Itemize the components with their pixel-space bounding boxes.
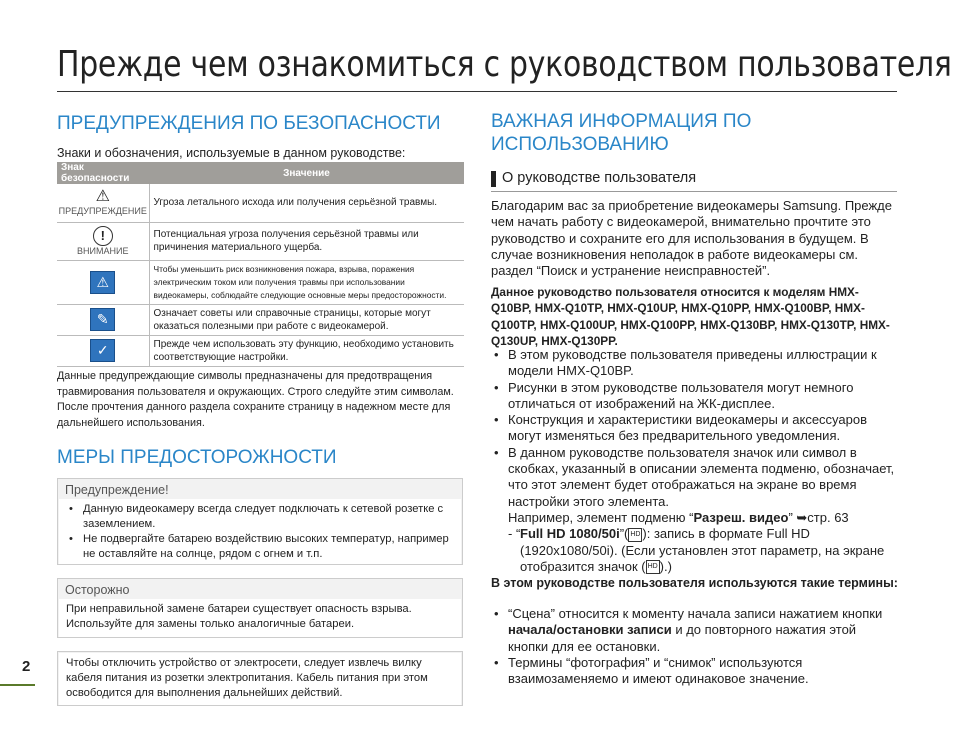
term-text: “Сцена” относится к моменту начала записи нажатием кнопки: [508, 606, 883, 621]
checkbox-icon: ✓: [90, 339, 115, 362]
terms-list: [491, 606, 899, 687]
warning-box-title: Предупреждение!: [65, 483, 169, 497]
safety-footnote: Данные предупреждающие символы предназначены для предотвращения травмирования пользователя и окружающих. Строго следуйте этим символам. После прочтения данного раздела сохраните страницу в надежном месте для дальнейшего использования.: [57, 370, 454, 429]
row-caption: ПРЕДУПРЕЖДЕНИЕ: [58, 206, 147, 217]
example-suffix: ” ➥стр. 63: [788, 509, 849, 525]
row-caption: ВНИМАНИЕ: [77, 245, 129, 256]
caution-box-text: При неправильной замене батареи существует опасность взрыва. Используйте для замены только аналогичные батареи.: [59, 599, 461, 637]
models-text: Данное руководство пользователя относится к моделям HMX-Q10BP, HMX-Q10TP, HMX-Q10UP, HMX-Q10PP, HMX-Q100BP, HMX-Q100TP, HMX-Q100UP, HMX-Q100PP, HMX-Q130BP, HMX-Q130TP, HMX-Q130UP, HMX-Q130PP.: [491, 285, 890, 349]
list-item: • Данную видеокамеру всегда следует подключать к сетевой розетке с заземлением.: [66, 502, 454, 532]
example-prefix: Например, элемент подменю “: [508, 509, 694, 525]
list-item: [491, 445, 899, 575]
example-bold: Разреш. видео: [693, 509, 789, 525]
list-item: • В этом руководстве пользователя приведены иллюстрации к модели HMX-Q10BP.: [491, 347, 899, 380]
row-text: Означает советы или справочные страницы, которые могут оказаться полезными при работе с видеокамерой.: [149, 304, 464, 335]
hazard-triangle-icon: ⚠: [90, 271, 115, 294]
full-hd-icon: HD: [646, 560, 660, 574]
note-pencil-icon: ✎: [90, 308, 115, 331]
term-bold: начала/остановки записи: [508, 622, 672, 638]
subheading-rule: [491, 191, 897, 192]
manual-subheading: О руководстве пользователя: [502, 170, 697, 186]
table-row: [57, 222, 464, 260]
important-heading-line2: ИСПОЛЬЗОВАНИЮ: [491, 134, 669, 155]
page-number: 2: [22, 658, 31, 675]
subheading-bar: [491, 171, 496, 187]
title-divider: [57, 91, 897, 92]
term-text: и до повторного нажатия этой кнопки для ее остановки.: [508, 622, 857, 654]
table-row: [57, 304, 464, 335]
sub-item-text2: ): запись в формате Full HD (1920x1080/50i). (Если установлен этот параметр, на экране отобразится значок (: [520, 526, 885, 574]
safety-heading: ПРЕДУПРЕЖДЕНИЯ ПО БЕЗОПАСНОСТИ: [57, 113, 441, 134]
sub-item: - “ Full HD 1080/50i”( HD ): запись в формате Full HD (1920x1080/50i). (Если установлен этот параметр, на экране отобразится значок ( HD ).): [508, 526, 885, 574]
unplug-box: [57, 651, 463, 706]
table-row: [57, 184, 464, 222]
bullet-text: В данном руководстве пользователя значок или символ в скобках, указанный в описании элемента подменю, обозначает, что этот элемент будет отображаться на экране во время настройки этого элемента.: [508, 444, 895, 509]
table-row: [57, 335, 464, 366]
page-title: Прежде чем ознакомиться с руководством пользователя: [57, 44, 952, 85]
intro-text: Благодарим вас за приобретение видеокамеры Samsung. Прежде чем начать работу с видеокамерой, внимательно прочтите это руководство и сохраните его для использования в будущем. В случае возникновения неполадок в работе видеокамеры см. раздел “Поиск и устранение неисправностей”.: [491, 198, 893, 279]
symbols-table: [57, 162, 464, 367]
safety-intro: Знаки и обозначения, используемые в данном руководстве:: [57, 146, 406, 160]
list-item: • Не подвергайте батарею воздействию высоких температур, например не оставляйте на солнце, рядом с огнем и т.п.: [66, 532, 454, 562]
warning-box: [57, 478, 463, 565]
list-item: • Рисунки в этом руководстве пользователя могут немного отличаться от изображений на ЖК-дисплее.: [491, 380, 899, 413]
important-heading-line1: ВАЖНАЯ ИНФОРМАЦИЯ ПО: [491, 111, 752, 132]
table-header-symbol: Знак безопасности: [57, 162, 149, 184]
caution-icon: !: [93, 226, 113, 246]
row-text: Потенциальная угроза получения серьёзной травмы или причинения материального ущерба.: [149, 222, 464, 260]
table-row: [57, 260, 464, 304]
sub-item-text1: ”(: [619, 526, 629, 542]
row-text: Чтобы уменьшить риск возникновения пожара, взрыва, поражения электрическим током или получения травмы при использовании видеокамеры, соблюдайте следующие основные меры предосторожности.: [149, 260, 464, 304]
manual-notes-list: [491, 347, 899, 575]
warning-icon: ⚠: [95, 188, 110, 206]
precautions-heading: МЕРЫ ПРЕДОСТОРОЖНОСТИ: [57, 447, 337, 468]
list-item: • Конструкция и характеристики видеокамеры и аксессуаров могут изменяться без предварительного уведомления.: [491, 412, 899, 445]
sub-item-bold: Full HD 1080/50i: [520, 526, 620, 542]
row-text: Прежде чем использовать эту функцию, необходимо установить соответствующие настройки.: [149, 335, 464, 366]
sub-item-text3: ).): [659, 558, 672, 574]
page-number-rule: [0, 684, 35, 686]
caution-box: [57, 578, 463, 638]
caution-box-title: Осторожно: [65, 583, 130, 597]
list-item: • Термины “фотография” и “снимок” используются взаимозаменяемо и имеют одинаковое значение.: [491, 655, 899, 688]
row-text: Угроза летального исхода или получения серьёзной травмы.: [149, 184, 464, 222]
important-heading: [491, 110, 751, 156]
full-hd-icon: HD: [628, 528, 642, 542]
list-item: [491, 606, 899, 655]
table-header-meaning: Значение: [149, 162, 464, 184]
terms-heading: В этом руководстве пользователя используются такие термины:: [491, 576, 898, 590]
unplug-box-text: Чтобы отключить устройство от электросети, следует извлечь вилку кабеля питания из розетки электропитания. Кабель питания при этом освободится для выполнения дальнейших действий.: [59, 653, 461, 705]
